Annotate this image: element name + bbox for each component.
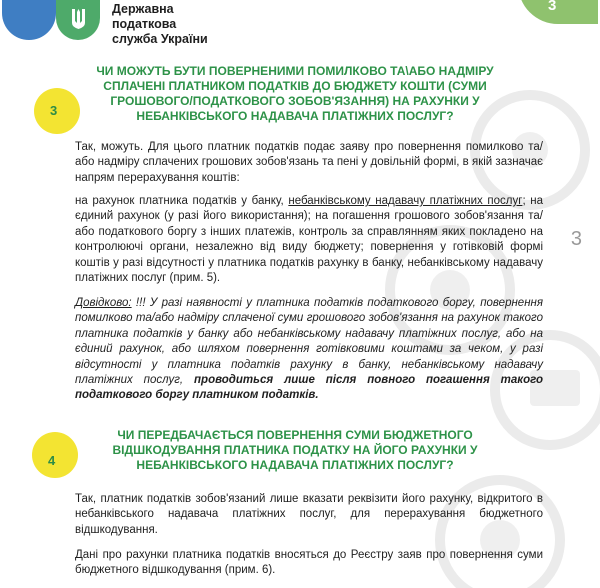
q4-register-paragraph: Дані про рахунки платника податків вносяться до Реєстру заяв про повернення суми бюджетного відшкодування (прим. 6). — [75, 549, 543, 577]
question-4-title: ЧИ ПЕРЕДБАЧАЄТЬСЯ ПОВЕРНЕННЯ СУМИ БЮДЖЕТНОГО ВІДШКОДУВАННЯ ПЛАТНИКА ПОДАТКУ НА ЙОГО РАХУНКИ У НЕБАНКІВСЬКОГО НАДАВАЧА ПЛАТІЖНИХ ПОСЛУГ? — [112, 428, 478, 472]
question-3-title: ЧИ МОЖУТЬ БУТИ ПОВЕРНЕНИМИ ПОМИЛКОВО ТА\АБО НАДМІРУ СПЛАЧЕНІ ПЛАТНИКОМ ПОДАТКІВ ДО БЮДЖЕТУ КОШТИ (СУМИ ГРОШОВОГО/ПОДАТКОВОГО ЗОБОВ'ЯЗАННЯ) НА РАХУНКИ У НЕБАНКІВСЬКОГО НАДАВАЧА ПЛАТІЖНИХ ПОСЛУГ? — [96, 64, 494, 123]
side-page-number: 3 — [570, 228, 582, 250]
question-4-number: 4 — [48, 453, 56, 468]
q4-answer-paragraph: Так, платник податків зобов'язаний лише вказати реквізити його рахунку, відкритого в небанківського надавача платіжних послуг, для перерахування бюджетного відшкодування. — [75, 493, 543, 536]
note-text: У разі наявності у платника податків податкового боргу, повернення помилково та/або надміру сплаченої суми грошового зобов'язання на рахунок такого платника податків у банку або небанківському надавачу платіжних послуг, або на єдиний рахунок, або шляхом повернення готівковими коштами за чеком, у разі відсутності у платника податків рахунку в банку, небанківському надавачу платіжних послуг, — [75, 297, 544, 387]
note-emphasis: проводиться лише після повного погашення такого податкового боргу платником податків. — [75, 374, 543, 402]
q3-nonbank-link-text: небанківському надавачу платіжних послуг — [288, 195, 523, 207]
note-label: Довідково: — [75, 297, 132, 309]
org-name-line-2: податкова — [112, 17, 177, 31]
q3-directions-text-a: на рахунок платника податків у банку, — [75, 195, 289, 207]
q3-directions-text-b: ; на єдиний рахунок (у разі його використання); на погашення грошового зобов'язання та/або податкового боргу з інших платежів, контроль за справлянням яких покладено на контролюючі органи, незалежно від виду бюджету; повернення у готівковій формі коштів у разі відсутності у платника податків рахунку в банку, небанківському надавачу платіжних послуг (прим. 5). — [75, 195, 544, 285]
trident-icon — [71, 8, 86, 30]
question-3-number: 3 — [50, 103, 58, 118]
page-number-tab — [518, 0, 598, 24]
q3-answer-paragraph: Так, можуть. Для цього платник податків подає заяву про повернення помилково та/або надміру сплачених грошових зобов'язань та пені у довільній формі, в якій зазначає напрям перерахування коштів: — [75, 141, 543, 184]
org-name-line-1: Державна — [112, 2, 174, 16]
note-marks: !!! — [131, 297, 150, 309]
q3-reference-note — [75, 296, 543, 404]
page-number: 3 — [548, 0, 557, 14]
logo-blue-circle — [2, 0, 56, 40]
org-name-line-3: служба України — [112, 32, 208, 46]
q3-directions-paragraph — [75, 194, 543, 286]
organization-name — [112, 2, 208, 47]
